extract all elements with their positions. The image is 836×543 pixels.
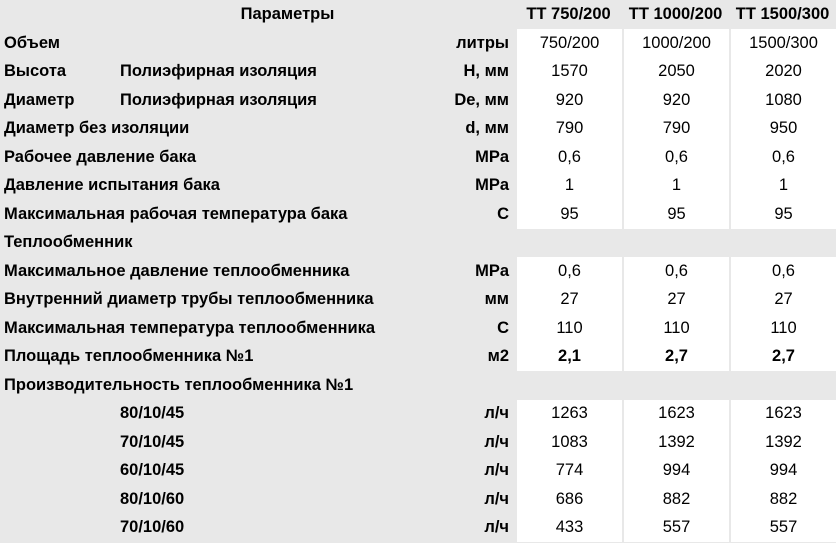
cell-value: 27 [515, 286, 622, 315]
table-row [0, 400, 836, 429]
row-label: Рабочее давление бака [4, 147, 197, 166]
cell-value: 2,7 [622, 343, 729, 372]
table-row [0, 485, 836, 514]
cell-value: 0,6 [515, 143, 622, 172]
row-label: Высота [4, 62, 67, 81]
row-label: Объем [4, 33, 61, 52]
table-row [0, 143, 836, 172]
params-header: Параметры [240, 5, 335, 23]
row-unit: MPa [475, 261, 510, 280]
cell-value: 686 [515, 485, 622, 514]
section-row [0, 229, 836, 258]
table-row [0, 314, 836, 343]
cell-value: 994 [622, 457, 729, 486]
cell-value: 774 [515, 457, 622, 486]
table-row [0, 200, 836, 229]
cell-value: 1392 [622, 428, 729, 457]
row-unit: C [497, 318, 510, 337]
cell-value: 95 [622, 200, 729, 229]
row-label: Максимальное давление теплообменника [4, 261, 350, 280]
table-row [0, 514, 836, 543]
cell-value: 557 [729, 514, 836, 543]
table-row [0, 257, 836, 286]
row-label: Максимальная рабочая температура бака [4, 204, 348, 223]
row-unit: л/ч [484, 432, 510, 451]
section-row [0, 371, 836, 400]
cell-value: 1000/200 [622, 29, 729, 58]
table-row [0, 58, 836, 87]
cell-value: 95 [515, 200, 622, 229]
cell-value: 1083 [515, 428, 622, 457]
model-header: ТТ 1500/300 [729, 0, 836, 29]
perf-mode: 70/10/45 [120, 432, 185, 451]
cell-value: 0,6 [622, 257, 729, 286]
row-label: Диаметр [4, 90, 75, 109]
cell-value: 110 [515, 314, 622, 343]
row-unit: MPa [475, 147, 510, 166]
table-row [0, 115, 836, 144]
cell-value: 2020 [729, 58, 836, 87]
cell-value: 1623 [622, 400, 729, 429]
row-label: Максимальная температура теплообменника [4, 318, 376, 337]
row-unit: м2 [487, 347, 510, 366]
perf-mode: 70/10/60 [120, 518, 185, 537]
cell-value: 27 [622, 286, 729, 315]
cell-value: 2050 [622, 58, 729, 87]
cell-value: 2,1 [515, 343, 622, 372]
cell-value: 1 [622, 172, 729, 201]
cell-value: 994 [729, 457, 836, 486]
cell-value: 790 [515, 115, 622, 144]
cell-value: 920 [622, 86, 729, 115]
row-sublabel: Полиэфирная изоляция [120, 90, 317, 109]
cell-value: 27 [729, 286, 836, 315]
cell-value: 2,7 [729, 343, 836, 372]
section-heading: Теплообменник [0, 229, 836, 258]
row-label: Давление испытания бака [4, 176, 220, 195]
model-header: ТТ 750/200 [515, 0, 622, 29]
cell-value: 1623 [729, 400, 836, 429]
row-unit: л/ч [484, 518, 510, 537]
row-label: Диаметр без изоляции [4, 119, 190, 138]
cell-value: 950 [729, 115, 836, 144]
row-unit: H, мм [463, 62, 510, 81]
cell-value: 750/200 [515, 29, 622, 58]
cell-value: 110 [729, 314, 836, 343]
table-row [0, 86, 836, 115]
row-unit: C [497, 204, 510, 223]
perf-mode: 60/10/45 [120, 461, 185, 480]
cell-value: 790 [622, 115, 729, 144]
row-unit: литры [456, 33, 510, 52]
header-row [0, 0, 836, 29]
model-header: ТТ 1000/200 [622, 0, 729, 29]
row-unit: De, мм [454, 90, 510, 109]
table-row [0, 29, 836, 58]
table-row [0, 286, 836, 315]
row-label: Площадь теплообменника №1 [4, 347, 254, 366]
cell-value: 95 [729, 200, 836, 229]
perf-mode: 80/10/45 [120, 404, 185, 423]
table-row [0, 428, 836, 457]
cell-value: 0,6 [729, 143, 836, 172]
row-label: Внутренний диаметр трубы теплообменника [4, 290, 374, 309]
cell-value: 1080 [729, 86, 836, 115]
row-sublabel: Полиэфирная изоляция [120, 62, 317, 81]
row-unit: d, мм [465, 119, 510, 138]
cell-value: 1500/300 [729, 29, 836, 58]
table-row [0, 457, 836, 486]
cell-value: 882 [729, 485, 836, 514]
cell-value: 920 [515, 86, 622, 115]
cell-value: 1263 [515, 400, 622, 429]
row-unit: мм [484, 290, 510, 309]
cell-value: 110 [622, 314, 729, 343]
cell-value: 1 [729, 172, 836, 201]
row-unit: л/ч [484, 489, 510, 508]
row-unit: MPa [475, 176, 510, 195]
table-row [0, 343, 836, 372]
perf-mode: 80/10/60 [120, 489, 185, 508]
cell-value: 0,6 [622, 143, 729, 172]
table-row [0, 172, 836, 201]
cell-value: 1570 [515, 58, 622, 87]
row-unit: л/ч [484, 461, 510, 480]
cell-value: 0,6 [515, 257, 622, 286]
cell-value: 1 [515, 172, 622, 201]
cell-value: 1392 [729, 428, 836, 457]
cell-value: 433 [515, 514, 622, 543]
cell-value: 557 [622, 514, 729, 543]
cell-value: 882 [622, 485, 729, 514]
section-heading: Производительность теплообменника №1 [0, 371, 836, 400]
cell-value: 0,6 [729, 257, 836, 286]
row-unit: л/ч [484, 404, 510, 423]
